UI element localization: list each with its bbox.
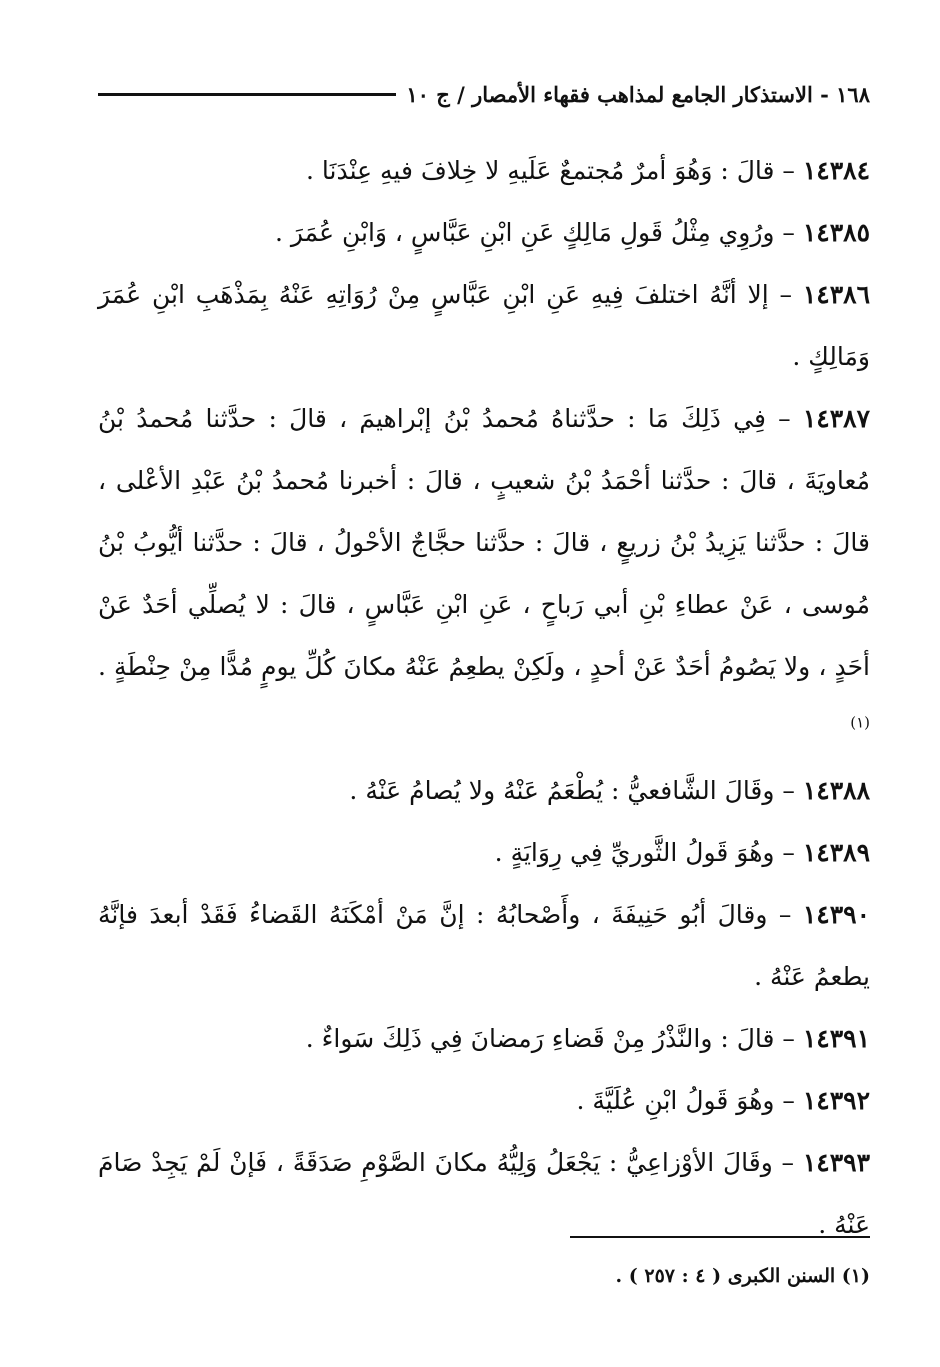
paragraph-text: – وهُوَ قَولُ ابْنِ عُلَيَّةَ . (576, 1086, 803, 1115)
paragraph-number: ١٤٣٨٤ (802, 156, 870, 185)
paragraph-text: – وهُوَ قَولُ الثَّوريِّ فِي رِوَايَةٍ . (494, 838, 803, 867)
paragraph-text: – وقَالَ الأوْزاعِيُّ : يَجْعَلُ وَلِيُّهُ مكانَ الصَّوْمِ صَدَقَةً ، فَإنْ لَمْ يَجِدْ صَامَ عَنْهُ . (98, 1148, 870, 1239)
paragraph (98, 1008, 870, 1070)
paragraph (98, 760, 870, 822)
paragraph-text: – قالَ : والنَّذْرُ مِنْ قَضاءِ رَمضانَ فِي ذَلِكَ سَواءٌ . (305, 1024, 803, 1053)
paragraph-number: ١٤٣٨٦ (802, 280, 871, 309)
footnote-text: (١) السنن الكبرى ( ٤ : ٢٥٧ ) . (615, 1265, 870, 1287)
paragraph (98, 264, 870, 388)
paragraph-text: – ورُوِي مِثْلُ قَولِ مَالِكٍ عَنِ ابْنِ عَبَّاسٍ ، وَابْنِ عُمَرَ . (274, 218, 803, 247)
paragraph-text: – وقَالَ الشَّافعيُّ : يُطْعَمُ عَنْهُ ولا يُصامُ عَنْهُ . (349, 776, 803, 805)
page-header (98, 74, 870, 114)
paragraph (98, 1070, 870, 1132)
paragraph-number: ١٤٣٨٨ (802, 776, 870, 805)
document-body (98, 140, 870, 1256)
paragraph-text: – قالَ : وَهُوَ أمرٌ مُجتمعٌ عَلَيهِ لا خِلافَ فيهِ عِنْدَنَا . (306, 156, 803, 185)
paragraph (98, 884, 870, 1008)
paragraph-number: ١٤٣٩٠ (802, 900, 870, 929)
paragraph-text: – وقالَ أبُو حَنِيفَةَ ، وأَصْحابُهُ : إنَّ مَنْ أمْكَنَهُ القَضاءُ فَقَدْ أبعدَ فإنَّهُ يطعمُ عَنْهُ . (98, 900, 870, 991)
paragraph (98, 388, 870, 760)
header-rule (98, 93, 396, 96)
paragraph-number: ١٤٣٨٩ (802, 838, 870, 867)
paragraph-text: – إلا أنَّهُ اختلفَ فِيهِ عَنِ ابْنِ عَبَّاسٍ مِنْ رُوَاتِهِ عَنْهُ بِمَذْهَبِ ابْنِ عُمَرَ وَمَالِكٍ . (98, 280, 870, 371)
paragraph (98, 202, 870, 264)
paragraph-number: ١٤٣٩٢ (802, 1086, 870, 1115)
paragraph-number: ١٤٣٩٣ (802, 1148, 870, 1177)
paragraph (98, 822, 870, 884)
paragraph-number: ١٤٣٩١ (802, 1024, 870, 1053)
footnote-rule (570, 1236, 870, 1238)
paragraph (98, 140, 870, 202)
footnote (98, 1258, 870, 1294)
page-header-title: ١٦٨ - الاستذكار الجامع لمذاهب فقهاء الأمصار / ج ١٠ (406, 81, 870, 107)
paragraph-number: ١٤٣٨٥ (802, 218, 870, 247)
paragraph-number: ١٤٣٨٧ (802, 404, 870, 433)
paragraph-text: – فِي ذَلِكَ مَا : حدَّثناهُ مُحمدُ بْنُ إبْراهيمَ ، قالَ : حدَّثنا مُحمدُ بْنُ مُعاويَةَ ، قالَ : حدَّثنا أحْمَدُ بْنُ شعيبٍ ، قالَ : أخبرنا مُحمدُ بْنُ عَبْدِ الأعْلى ، قالَ : حدَّثنا يَزِيدُ بْنُ زريعٍ ، قالَ : حدَّثنا حجَّاجٌ الأحْولُ ، قالَ : حدَّثنا أيُّوبُ بْنُ مُوسى ، عَنْ عطاءِ بْنِ أبي رَباحٍ ، عَنِ ابْنِ عَبَّاسٍ ، قالَ : لا يُصلِّي أحَدٌ عَنْ أحَدٍ ، ولا يَصُومُ أحَدٌ عَنْ أحدٍ ، ولَكِنْ يطعِمُ عَنْهُ مكانَ كُلِّ يومٍ مُدًّا مِنْ حِنْطَةٍ . (98, 404, 870, 681)
footnote-marker: (١) (850, 713, 870, 732)
